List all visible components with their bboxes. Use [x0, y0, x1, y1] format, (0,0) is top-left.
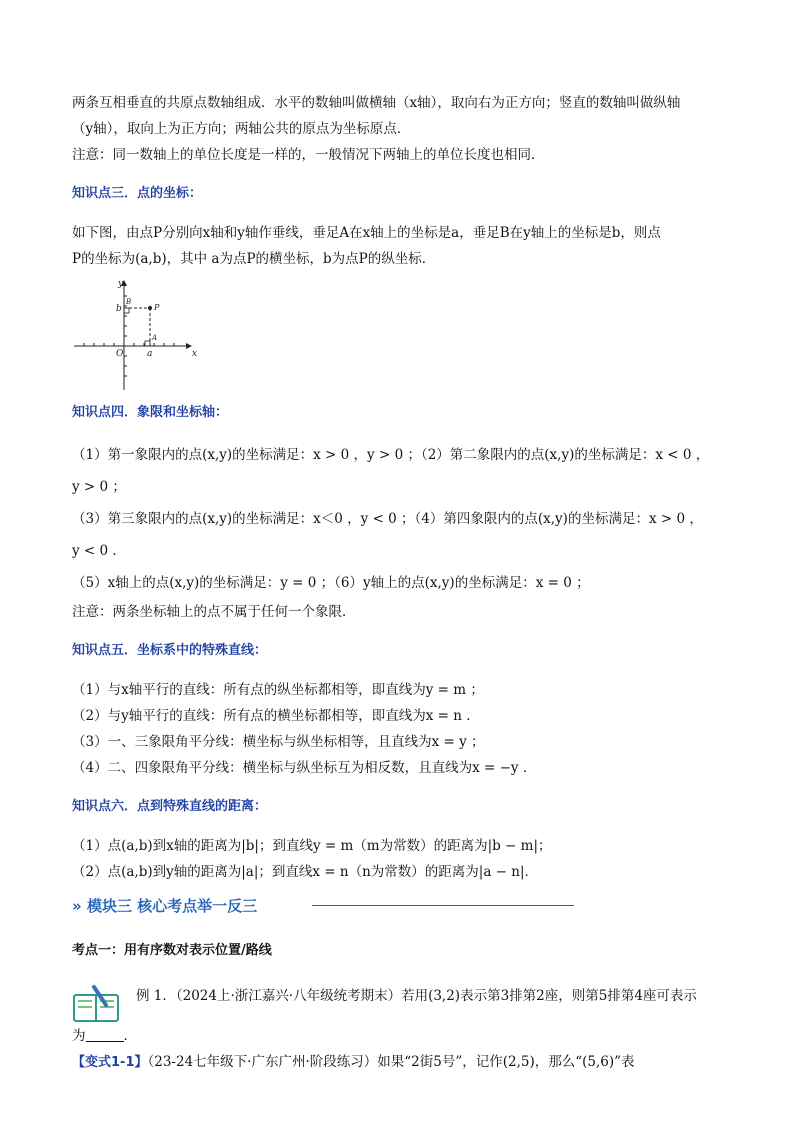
- kp5-line-1: （1）与x轴平行的直线：所有点的纵坐标都相等，即直线为y = m ；: [72, 682, 484, 698]
- right-angle-A: [145, 341, 150, 346]
- kp5-line-2: （2）与y轴平行的直线：所有点的横坐标都相等，即直线为x = n ．: [72, 708, 480, 724]
- kp6-heading: 知识点六．点到特殊直线的距离：: [72, 799, 268, 814]
- example-1-text: 例 1．（2024上·浙江嘉兴·八年级统考期末）若用(3,2)表示第3排第2座，则第5排第4座可表示: [136, 988, 697, 1004]
- kp5-line-4: （4）二、四象限角平分线：横坐标与纵坐标互为相反数，且直线为x = −y ．: [72, 760, 537, 776]
- module-title: » 模块三 核心考点举一反三: [72, 897, 258, 915]
- point-P: [148, 306, 152, 310]
- coordinate-diagram: [72, 278, 202, 398]
- kp6-line-1: （1）点(a,b)到x轴的距离为|b|；到直线y = m（m为常数）的距离为|b − m|；: [72, 838, 552, 854]
- y-label: y: [118, 279, 124, 289]
- kp4-heading: 知识点四．象限和坐标轴：: [72, 405, 229, 420]
- a-label: a: [147, 349, 153, 359]
- book-pen-icon: [72, 983, 120, 1023]
- kp4-line-4: y < 0 .: [72, 543, 117, 559]
- kp4-line-2: y > 0 ；: [72, 479, 126, 495]
- document-page: [72, 90, 722, 1076]
- A-label: A: [152, 334, 158, 342]
- origin-label: O: [116, 349, 124, 359]
- example-1: [72, 977, 722, 1043]
- variant-1-1: [72, 1049, 722, 1076]
- P-label: P: [154, 303, 160, 312]
- kp6-line-2: （2）点(a,b)到y轴的距离为|a|；到直线x = n（n为常数）的距离为|a − n|．: [72, 864, 539, 880]
- B-label: B: [126, 298, 132, 306]
- intro-line-1: 两条互相垂直的共原点数轴组成．水平的数轴叫做横轴（x轴），取向右为正方向；竖直的数轴叫做纵轴: [72, 95, 681, 111]
- coordinate-figure: [72, 272, 722, 400]
- kp4-note: 注意：两条坐标轴上的点不属于任何一个象限．: [72, 604, 356, 620]
- module-divider: [312, 905, 574, 906]
- kp3-line-1: 如下图，由点P分别向x轴和y轴作垂线，垂足A在x轴上的坐标是a，垂足B在y轴上的坐标是b，则点: [72, 225, 661, 241]
- double-chevron-icon: »: [72, 897, 82, 915]
- topic1-heading: 考点一：用有序数对表示位置/路线: [72, 943, 272, 958]
- module-banner: [72, 889, 722, 925]
- x-label: x: [192, 349, 198, 359]
- answer-blank[interactable]: [86, 1027, 124, 1042]
- intro-note: 注意：同一数轴上的单位长度是一样的，一般情况下两轴上的单位长度也相同．: [72, 147, 545, 163]
- variant-text: （23-24七年级下·广东广州·阶段练习）如果“2街5号”，记作(2,5)，那么“(5,6)”表: [147, 1054, 635, 1070]
- b-label: b: [116, 304, 122, 314]
- kp5-line-3: （3）一、三象限角平分线：横坐标与纵坐标相等，且直线为x = y ；: [72, 734, 485, 750]
- kp4-line-3: （3）第三象限内的点(x,y)的坐标满足：x＜0 ，y < 0 ；（4）第四象限内的点(x,y)的坐标满足：x > 0 ，: [72, 511, 703, 527]
- intro-line-2: （y轴），取向上为正方向；两轴公共的原点为坐标原点．: [72, 121, 411, 137]
- kp3-line-2: P的坐标为(a,b)，其中 a为点P的横坐标，b为点P的纵坐标．: [72, 251, 436, 267]
- variant-tag: 【变式1-1】: [72, 1055, 148, 1070]
- kp4-line-1: （1）第一象限内的点(x,y)的坐标满足：x > 0 ，y > 0 ；（2）第二象限内的点(x,y)的坐标满足：x < 0 ，: [72, 447, 710, 463]
- kp3-heading: 知识点三．点的坐标：: [72, 186, 203, 201]
- kp4-line-5: （5）x轴上的点(x,y)的坐标满足：y = 0 ；（6）y轴上的点(x,y)的坐标满足：x = 0 ；: [72, 575, 590, 591]
- right-angle-B: [124, 308, 129, 313]
- example-1-tail: 为 ．: [72, 1028, 137, 1044]
- kp5-heading: 知识点五．坐标系中的特殊直线：: [72, 643, 268, 658]
